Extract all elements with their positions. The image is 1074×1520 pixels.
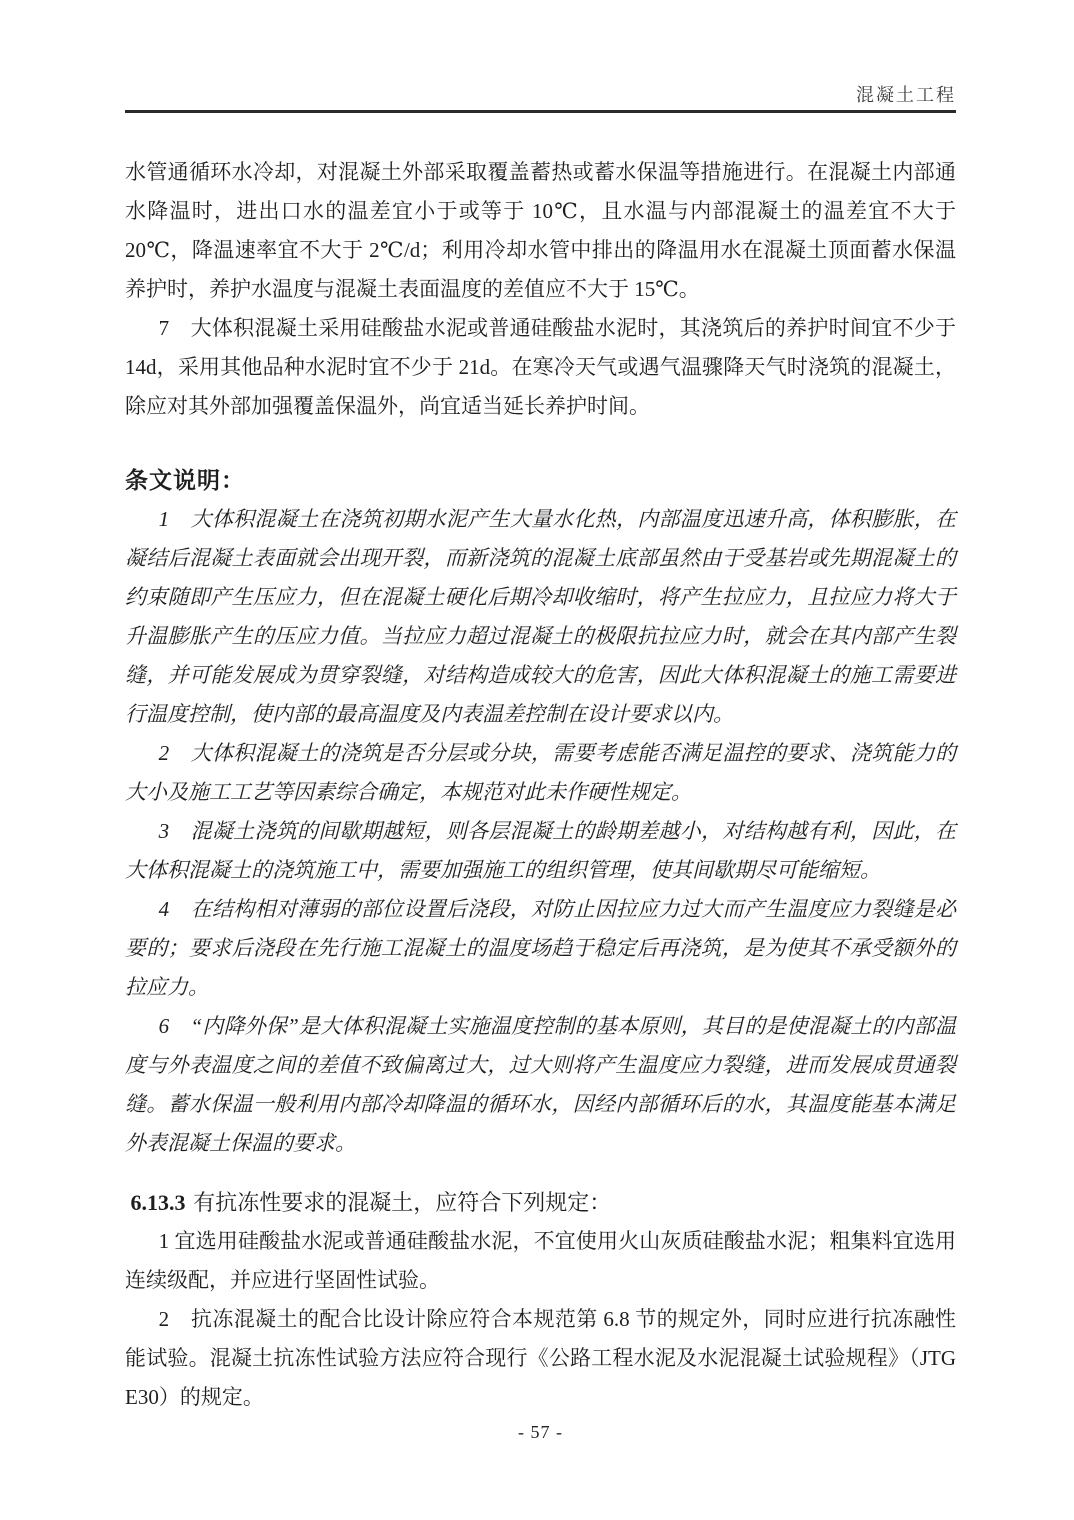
clause-6-13-3-heading <box>125 1183 956 1222</box>
clause-number: 6.13.3 <box>130 1190 186 1215</box>
commentary-heading: 条文说明： <box>125 468 245 493</box>
commentary-item-2: 2 大体积混凝土的浇筑是否分层或分块，需要考虑能否满足温控的要求、浇筑能力的大小及施工工艺等因素综合确定，本规范对此未作硬性规定。 <box>125 741 956 804</box>
running-header <box>125 0 956 113</box>
clause-title: 有抗冻性要求的混凝土，应符合下列规定： <box>193 1190 612 1215</box>
commentary-item-3: 3 混凝土浇筑的间歇期越短，则各层混凝土的龄期差越小，对结构越有利，因此，在大体积混凝土的浇筑施工中，需要加强施工的组织管理，使其间歇期尽可能缩短。 <box>125 819 956 882</box>
page-number: - 57 - <box>518 1422 563 1442</box>
page-content <box>125 0 956 1445</box>
commentary-item-6: 6 “内降外保”是大体积混凝土实施温度控制的基本原则，其目的是使混凝土的内部温度与外表温度之间的差值不致偏离过大，过大则将产生温度应力裂缝，进而发展成贯通裂缝。蓄水保温一般利用内部冷却降温的循环水，因经内部循环后的水，其温度能基本满足外表混凝土保温的要求。 <box>125 1014 956 1155</box>
commentary-item-1: 1 大体积混凝土在浇筑初期水泥产生大量水化热，内部温度迅速升高，体积膨胀，在凝结后混凝土表面就会出现开裂，而新浇筑的混凝土底部虽然由于受基岩或先期混凝土的约束随即产生压应力，但在混凝土硬化后期冷却收缩时，将产生拉应力，且拉应力将大于升温膨胀产生的压应力值。当拉应力超过混凝土的极限抗拉应力时，就会在其内部产生裂缝，并可能发展成为贯穿裂缝，对结构造成较大的危害，因此大体积混凝土的施工需要进行温度控制，使内部的最高温度及内表温差控制在设计要求以内。 <box>125 507 956 726</box>
clause-item-7: 7 大体积混凝土采用硅酸盐水泥或普通硅酸盐水泥时，其浇筑后的养护时间宜不少于 14d，采用其他品种水泥时宜不少于 21d。在寒冷天气或遇气温骤降天气时浇筑的混凝土，除应对其外部加强覆盖保温外，尚宜适当延长养护时间。 <box>125 316 956 418</box>
continued-paragraph: 水管通循环水冷却，对混凝土外部采取覆盖蓄热或蓄水保温等措施进行。在混凝土内部通水降温时，进出口水的温差宜小于或等于 10℃，且水温与内部混凝土的温差宜不大于 20℃，降温速率宜不大于 2℃/d；利用冷却水管中排出的降温用水在混凝土顶面蓄水保温养护时，养护水温度与混凝土表面温度的差值应不大于 15℃。 <box>125 160 956 301</box>
page-footer <box>125 1419 956 1445</box>
chapter-title: 混凝土工程 <box>856 85 956 105</box>
clause-6-13-3-item-2: 2 抗冻混凝土的配合比设计除应符合本规范第 6.8 节的规定外，同时应进行抗冻融性能试验。混凝土抗冻性试验方法应符合现行《公路工程水泥及水泥混凝土试验规程》（JTG E30）的规定。 <box>125 1307 956 1409</box>
document-body <box>125 153 956 1445</box>
commentary-item-4: 4 在结构相对薄弱的部位设置后浇段，对防止因拉应力过大而产生温度应力裂缝是必要的；要求后浇段在先行施工混凝土的温度场趋于稳定后再浇筑，是为使其不承受额外的拉应力。 <box>125 897 956 999</box>
clause-6-13-3-item-1: 1 宜选用硅酸盐水泥或普通硅酸盐水泥，不宜使用火山灰质硅酸盐水泥；粗集料宜选用连续级配，并应进行坚固性试验。 <box>125 1229 956 1292</box>
